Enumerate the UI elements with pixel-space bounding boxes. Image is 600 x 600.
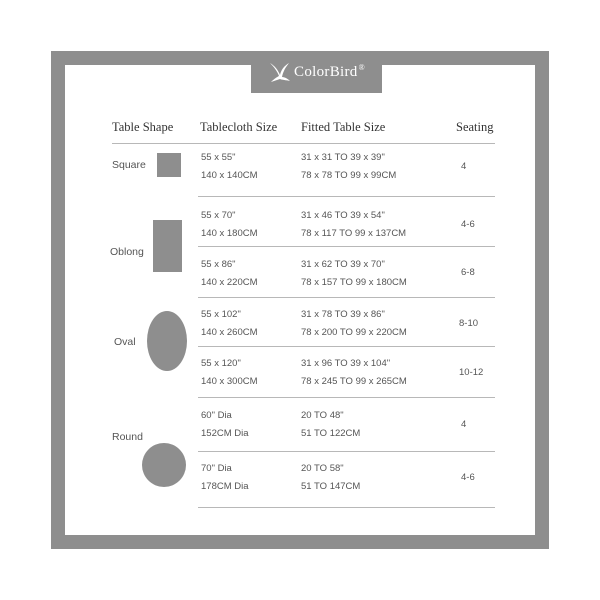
header-seating: Seating — [456, 120, 494, 134]
shape-label-oval: Oval — [114, 336, 136, 348]
seating-value: 6-8 — [461, 267, 475, 278]
fitted-table-size: 31 x 62 TO 39 x 70" 78 x 157 TO 99 x 180CM — [301, 259, 407, 288]
border-frame — [51, 51, 549, 549]
tablecloth-size: 55 x 70" 140 x 180CM — [201, 210, 258, 239]
square-table-icon — [157, 153, 181, 177]
brand-logo — [251, 51, 382, 93]
fitted-table-size: 31 x 96 TO 39 x 104" 78 x 245 TO 99 x 265CM — [301, 358, 407, 387]
tablecloth-size: 70" Dia 178CM Dia — [201, 463, 249, 492]
seating-value: 4-6 — [461, 219, 475, 230]
row-divider — [198, 346, 495, 347]
row-divider — [198, 451, 495, 452]
oval-table-icon — [147, 311, 187, 371]
shape-label-square: Square — [112, 159, 146, 171]
header-fitted-table-size: Fitted Table Size — [301, 120, 386, 134]
seating-value: 4-6 — [461, 472, 475, 483]
tablecloth-size: 60" Dia 152CM Dia — [201, 410, 249, 439]
shape-label-oblong: Oblong — [110, 246, 144, 258]
row-divider — [198, 196, 495, 197]
size-chart-panel — [65, 65, 535, 535]
shape-label-round: Round — [112, 431, 143, 443]
header-divider — [112, 143, 495, 144]
row-divider — [198, 507, 495, 508]
row-divider — [198, 397, 495, 398]
tablecloth-size: 55 x 102" 140 x 260CM — [201, 309, 258, 338]
row-divider — [198, 297, 495, 298]
seating-value: 4 — [461, 161, 467, 172]
seating-value: 10-12 — [459, 367, 484, 378]
brand-name: ColorBird® — [294, 63, 365, 80]
bird-icon — [268, 60, 292, 84]
tablecloth-size: 55 x 120" 140 x 300CM — [201, 358, 258, 387]
oblong-table-icon — [153, 220, 182, 272]
fitted-table-size: 31 x 46 TO 39 x 54" 78 x 117 TO 99 x 137CM — [301, 210, 407, 239]
tablecloth-size: 55 x 86" 140 x 220CM — [201, 259, 258, 288]
seating-value: 8-10 — [459, 318, 479, 329]
fitted-table-size: 31 x 31 TO 39 x 39" 78 x 78 TO 99 x 99CM — [301, 152, 397, 181]
seating-value: 4 — [461, 419, 467, 430]
header-tablecloth-size: Tablecloth Size — [200, 120, 278, 134]
header-table-shape: Table Shape — [112, 120, 174, 134]
tablecloth-size: 55 x 55" 140 x 140CM — [201, 152, 258, 181]
fitted-table-size: 31 x 78 TO 39 x 86" 78 x 200 TO 99 x 220CM — [301, 309, 407, 338]
row-divider — [198, 246, 495, 247]
fitted-table-size: 20 TO 58" 51 TO 147CM — [301, 463, 361, 492]
round-table-icon — [142, 443, 186, 487]
fitted-table-size: 20 TO 48" 51 TO 122CM — [301, 410, 361, 439]
